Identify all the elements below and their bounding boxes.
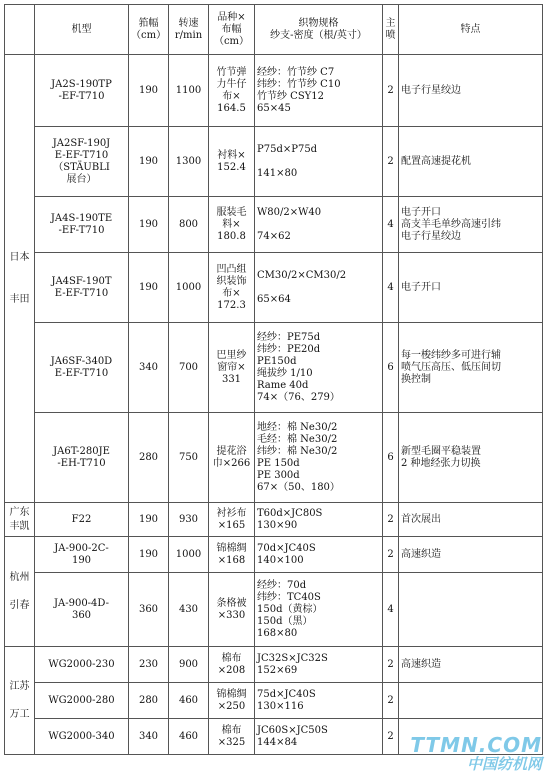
cell-variety: 棉布 ×208 bbox=[209, 647, 255, 683]
header-speed: 转速 r/min bbox=[169, 5, 209, 55]
cell-width: 360 bbox=[129, 573, 169, 647]
table-row bbox=[5, 127, 543, 197]
cell-spec: 经纱：PE75d 纬纱：PE20d PE150d 绳拔纱 1/10 Rame 40d 74×（76、279） bbox=[255, 323, 383, 413]
cell-features: 新型毛圈平稳装置 2 种地经张力切换 bbox=[399, 413, 543, 503]
cell-features: 电子行星绞边 bbox=[399, 55, 543, 127]
cell-model: JA-900-2C- 190 bbox=[35, 537, 129, 573]
cell-variety: 巴里纱 窗帘× 331 bbox=[209, 323, 255, 413]
cell-spec: 经纱：70d 纬纱：TC40S 150d（黄棕） 150d（黑） 168×80 bbox=[255, 573, 383, 647]
cell-main-nozzle: 4 bbox=[383, 573, 399, 647]
header-features: 特点 bbox=[399, 5, 543, 55]
cell-speed: 1300 bbox=[169, 127, 209, 197]
cell-variety: 衬衫布 ×165 bbox=[209, 503, 255, 537]
table-row bbox=[5, 413, 543, 503]
cell-spec: 70d×JC40S 140×100 bbox=[255, 537, 383, 573]
table-row bbox=[5, 323, 543, 413]
cell-speed: 750 bbox=[169, 413, 209, 503]
cell-speed: 800 bbox=[169, 197, 209, 253]
table-row bbox=[5, 537, 543, 573]
cell-features: 配置高速提花机 bbox=[399, 127, 543, 197]
cell-width: 190 bbox=[129, 253, 169, 323]
header-manufacturer bbox=[5, 5, 35, 55]
manufacturer-hangzhou: 杭州 引春 bbox=[5, 537, 35, 647]
cell-spec: 经纱：竹节纱 C7 纬纱：竹节纱 C10 竹节纱 CSY12 65×45 bbox=[255, 55, 383, 127]
cell-model: WG2000-340 bbox=[35, 719, 129, 755]
cell-variety: 衬料× 152.4 bbox=[209, 127, 255, 197]
cell-width: 190 bbox=[129, 503, 169, 537]
cell-speed: 1000 bbox=[169, 253, 209, 323]
cell-main-nozzle: 2 bbox=[383, 647, 399, 683]
manufacturer-guangdong: 广东 丰凯 bbox=[5, 503, 35, 537]
header-row bbox=[5, 5, 543, 55]
table-row bbox=[5, 719, 543, 755]
manufacturer-japan-toyota: 日本 丰田 bbox=[5, 55, 35, 503]
table-row bbox=[5, 573, 543, 647]
cell-speed: 1000 bbox=[169, 537, 209, 573]
cell-main-nozzle: 6 bbox=[383, 413, 399, 503]
cell-main-nozzle: 4 bbox=[383, 253, 399, 323]
header-reed-width: 筘幅 （cm） bbox=[129, 5, 169, 55]
header-spec: 织物规格 纱支-密度（根/英寸） bbox=[255, 5, 383, 55]
cell-variety: 锦棉绸 ×250 bbox=[209, 683, 255, 719]
cell-spec: W80/2×W40 74×62 bbox=[255, 197, 383, 253]
cell-model: JA2SF-190J E-EF-T710 （STÄUBLI 展台） bbox=[35, 127, 129, 197]
cell-variety: 棉布 ×325 bbox=[209, 719, 255, 755]
cell-width: 340 bbox=[129, 323, 169, 413]
cell-variety: 提花浴 巾×266 bbox=[209, 413, 255, 503]
cell-model: JA-900-4D- 360 bbox=[35, 573, 129, 647]
table-row bbox=[5, 197, 543, 253]
cell-width: 190 bbox=[129, 55, 169, 127]
cell-features: 高速织造 bbox=[399, 537, 543, 573]
cell-variety: 服装毛 料× 180.8 bbox=[209, 197, 255, 253]
cell-spec: CM30/2×CM30/2 65×64 bbox=[255, 253, 383, 323]
cell-speed: 430 bbox=[169, 573, 209, 647]
cell-spec: P75d×P75d 141×80 bbox=[255, 127, 383, 197]
cell-variety: 锦棉绸 ×168 bbox=[209, 537, 255, 573]
cell-model: JA6SF-340D E-EF-T710 bbox=[35, 323, 129, 413]
cell-features: 高速织造 bbox=[399, 647, 543, 683]
cell-width: 190 bbox=[129, 127, 169, 197]
table-row bbox=[5, 55, 543, 127]
cell-spec: T60d×JC80S 130×90 bbox=[255, 503, 383, 537]
cell-features: 电子开口 高支羊毛单纱高速引纬 电子行星绞边 bbox=[399, 197, 543, 253]
cell-model: JA4SF-190T E-EF-T710 bbox=[35, 253, 129, 323]
cell-model: JA4S-190TE -EF-T710 bbox=[35, 197, 129, 253]
loom-spec-table bbox=[4, 4, 543, 755]
cell-features bbox=[399, 719, 543, 755]
cell-width: 280 bbox=[129, 683, 169, 719]
table-row bbox=[5, 647, 543, 683]
cell-width: 280 bbox=[129, 413, 169, 503]
cell-features: 电子开口 bbox=[399, 253, 543, 323]
header-variety: 品种× 布幅 （cm） bbox=[209, 5, 255, 55]
cell-model: JA6T-280JE -EH-T710 bbox=[35, 413, 129, 503]
cell-main-nozzle: 6 bbox=[383, 323, 399, 413]
cell-width: 230 bbox=[129, 647, 169, 683]
cell-main-nozzle: 2 bbox=[383, 55, 399, 127]
table-row bbox=[5, 253, 543, 323]
cell-main-nozzle: 2 bbox=[383, 683, 399, 719]
table-row bbox=[5, 503, 543, 537]
watermark-domain: TTMN.COM bbox=[410, 733, 542, 757]
cell-speed: 1100 bbox=[169, 55, 209, 127]
cell-variety: 竹节弹 力牛仔 布× 164.5 bbox=[209, 55, 255, 127]
cell-variety: 凹凸组 织装饰 布× 172.3 bbox=[209, 253, 255, 323]
watermark-site-name: 中国纺机网 bbox=[466, 755, 542, 773]
cell-model: F22 bbox=[35, 503, 129, 537]
cell-spec: 地经：棉 Ne30/2 毛经：棉 Ne30/2 纬纱：棉 Ne30/2 PE 150d PE 300d 67×（50、180） bbox=[255, 413, 383, 503]
cell-main-nozzle: 4 bbox=[383, 197, 399, 253]
cell-speed: 900 bbox=[169, 647, 209, 683]
cell-model: JA2S-190TP -EF-T710 bbox=[35, 55, 129, 127]
cell-width: 190 bbox=[129, 197, 169, 253]
cell-variety: 条格被 ×330 bbox=[209, 573, 255, 647]
manufacturer-jiangsu: 江苏 万工 bbox=[5, 647, 35, 755]
cell-model: WG2000-230 bbox=[35, 647, 129, 683]
cell-width: 190 bbox=[129, 537, 169, 573]
cell-spec: 75d×JC40S 130×116 bbox=[255, 683, 383, 719]
header-main-nozzle: 主 喷 bbox=[383, 5, 399, 55]
cell-speed: 930 bbox=[169, 503, 209, 537]
cell-features bbox=[399, 683, 543, 719]
cell-speed: 460 bbox=[169, 719, 209, 755]
cell-model: WG2000-280 bbox=[35, 683, 129, 719]
cell-spec: JC32S×JC32S 152×69 bbox=[255, 647, 383, 683]
table-row bbox=[5, 683, 543, 719]
cell-speed: 460 bbox=[169, 683, 209, 719]
cell-speed: 700 bbox=[169, 323, 209, 413]
cell-main-nozzle: 2 bbox=[383, 537, 399, 573]
cell-features bbox=[399, 573, 543, 647]
cell-main-nozzle: 2 bbox=[383, 719, 399, 755]
cell-width: 340 bbox=[129, 719, 169, 755]
header-model: 机型 bbox=[35, 5, 129, 55]
cell-spec: JC60S×JC50S 144×84 bbox=[255, 719, 383, 755]
cell-main-nozzle: 2 bbox=[383, 127, 399, 197]
cell-features: 首次展出 bbox=[399, 503, 543, 537]
cell-main-nozzle: 2 bbox=[383, 503, 399, 537]
cell-features: 每一梭纬纱多可进行辅 喷气压高压、低压间切 换控制 bbox=[399, 323, 543, 413]
